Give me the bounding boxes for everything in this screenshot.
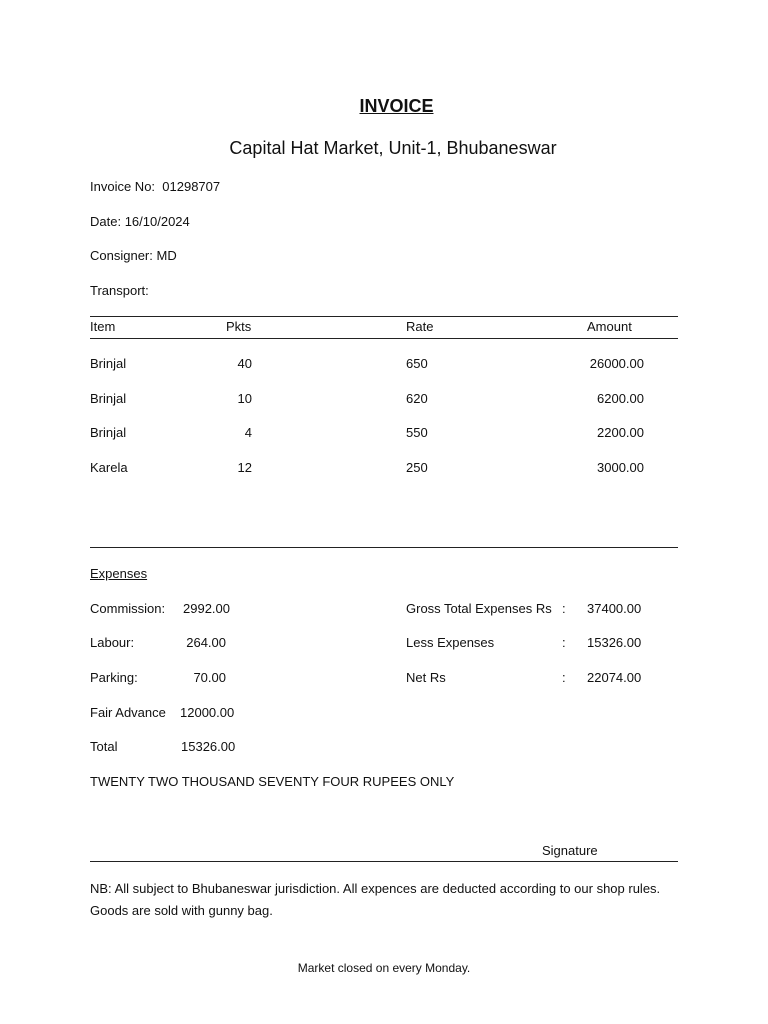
- amount-in-words: TWENTY TWO THOUSAND SEVENTY FOUR RUPEES ONLY: [90, 774, 455, 789]
- row-item: Karela: [90, 460, 128, 475]
- invoice-no-label: Invoice No:: [90, 179, 156, 194]
- expense-label: Labour:: [90, 635, 135, 650]
- expense-value: 264.00: [186, 635, 226, 650]
- signature-rule: [90, 861, 678, 862]
- expense-value: 12000.00: [180, 705, 235, 720]
- expense-label: Fair Advance: [90, 705, 166, 720]
- row-item: Brinjal: [90, 425, 127, 440]
- summary-sep: :: [562, 670, 566, 685]
- row-pkts: 4: [244, 425, 252, 440]
- table-top-rule: [90, 316, 678, 317]
- date-value: 16/10/2024: [124, 214, 190, 229]
- summary-value: 15326.00: [587, 635, 642, 650]
- row-pkts: 10: [237, 391, 252, 406]
- row-pkts: 40: [237, 356, 252, 371]
- summary-value: 37400.00: [587, 601, 642, 616]
- header-pkts: Pkts: [226, 319, 252, 334]
- date-label: Date:: [90, 214, 122, 229]
- signature-label: Signature: [542, 843, 598, 858]
- row-amount: 2200.00: [597, 425, 644, 440]
- summary-sep: :: [562, 601, 566, 616]
- expense-value: 70.00: [193, 670, 226, 685]
- expense-value: 2992.00: [183, 601, 230, 616]
- header-rate: Rate: [406, 319, 434, 334]
- expense-label: Commission:: [90, 601, 166, 616]
- invoice-title: INVOICE: [359, 96, 434, 116]
- invoice-no-value: 01298707: [162, 179, 221, 194]
- transport-label: Transport:: [90, 283, 149, 298]
- table-header-rule: [90, 338, 678, 339]
- row-amount: 3000.00: [597, 460, 644, 475]
- summary-sep: :: [562, 635, 566, 650]
- row-rate: 650: [406, 356, 428, 371]
- terms-note: NB: All subject to Bhubaneswar jurisdiction. All expences are deducted according to our shop rules. Goods are sold with gunny bag.: [90, 881, 661, 918]
- table-bottom-rule: [90, 547, 678, 548]
- summary-value: 22074.00: [587, 670, 642, 685]
- expense-label: Parking:: [90, 670, 138, 685]
- consigner-row: [90, 248, 177, 263]
- summary-label: Net Rs: [406, 670, 446, 685]
- market-name: Capital Hat Market, Unit-1, Bhubaneswar: [229, 138, 557, 158]
- consigner-label: Consigner:: [90, 248, 153, 263]
- summary-label: Less Expenses: [406, 635, 495, 650]
- header-amount: Amount: [587, 319, 632, 334]
- summary-label: Gross Total Expenses Rs: [406, 601, 552, 616]
- footer-note: Market closed on every Monday.: [297, 961, 471, 975]
- expenses-heading: Expenses: [90, 566, 148, 581]
- invoice-no-row: [90, 179, 220, 194]
- row-item: Brinjal: [90, 391, 127, 406]
- row-amount: 26000.00: [589, 356, 644, 371]
- expense-total-label: Total: [90, 739, 118, 754]
- header-item: Item: [90, 319, 116, 334]
- row-rate: 550: [406, 425, 428, 440]
- date-row: [90, 214, 190, 229]
- row-rate: 250: [406, 460, 428, 475]
- consigner-value: MD: [156, 248, 177, 263]
- row-rate: 620: [406, 391, 428, 406]
- transport-row: [90, 283, 149, 298]
- row-amount: 6200.00: [597, 391, 644, 406]
- expense-total-value: 15326.00: [181, 739, 236, 754]
- row-item: Brinjal: [90, 356, 127, 371]
- row-pkts: 12: [237, 460, 252, 475]
